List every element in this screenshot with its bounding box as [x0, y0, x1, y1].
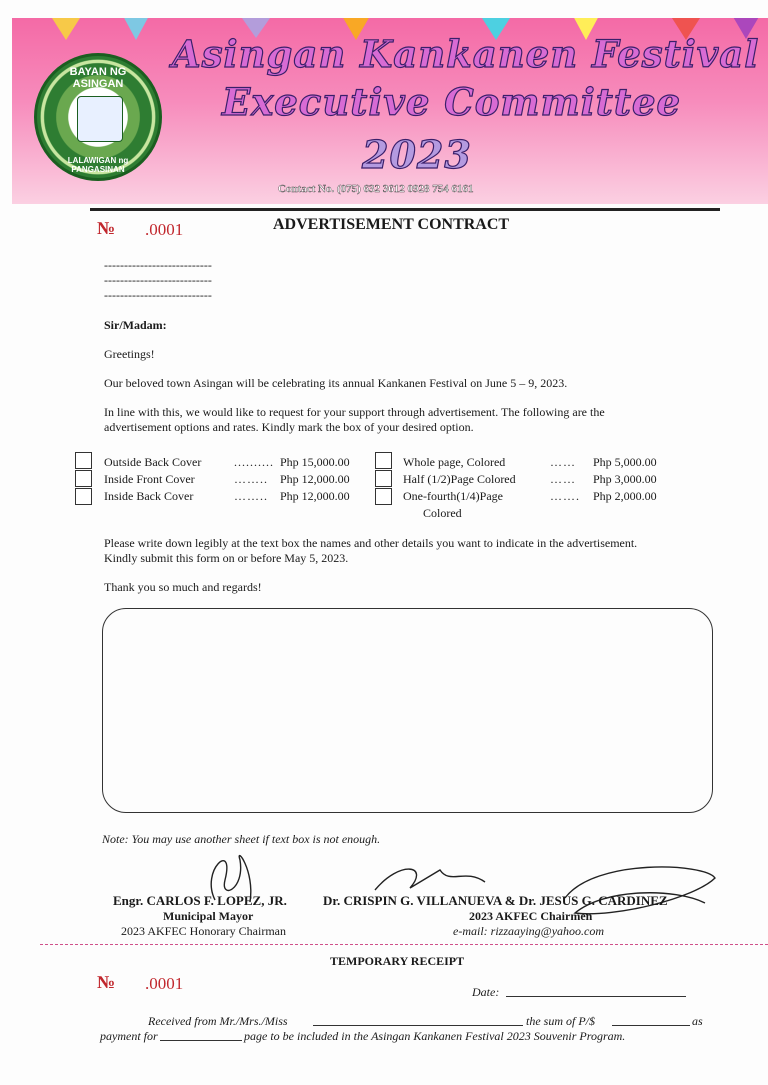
note-text: Note: You may use another sheet if text box is not enough.: [102, 832, 381, 846]
contract-title: ADVERTISEMENT CONTRACT: [273, 216, 510, 233]
date-field[interactable]: [506, 996, 686, 997]
mayor-name: Engr. CARLOS F. LOPEZ, JR.: [113, 893, 287, 908]
contact-numbers: Contact No. (075) 632 3612 0928 754 6161: [278, 183, 474, 195]
as-label: as: [692, 1014, 703, 1028]
payment-description: page to be included in the Asingan Kankanen Festival 2023 Souvenir Program.: [244, 1029, 626, 1043]
header-divider: [90, 208, 720, 211]
contract-number-label: №: [97, 218, 116, 238]
option-dots: ……: [550, 455, 576, 469]
page-size-field[interactable]: [160, 1040, 242, 1041]
option-label: Half (1/2)Page Colored: [403, 472, 516, 486]
option-checkbox-inside-front-cover[interactable]: [75, 470, 92, 487]
option-dots: ……: [550, 472, 576, 486]
sum-label: the sum of P/$: [526, 1014, 595, 1028]
seal-emblem-icon: [77, 96, 123, 142]
option-checkbox-inside-back-cover[interactable]: [75, 488, 92, 505]
option-label-continued: Colored: [423, 506, 462, 520]
instruction-line2: Kindly submit this form on or before May 5, 2023.: [104, 551, 349, 565]
chairmen-names: Dr. CRISPIN G. VILLANUEVA & Dr. JESUS G. CARDINEZ: [323, 893, 668, 908]
option-checkbox-half-page[interactable]: [375, 470, 392, 487]
option-label: Inside Front Cover: [104, 472, 195, 486]
option-price: Php 2,000.00: [593, 489, 657, 503]
address-line: ---------------------------: [104, 258, 212, 272]
advertisement-details-textbox[interactable]: [102, 608, 713, 813]
option-price: Php 5,000.00: [593, 455, 657, 469]
thanks-text: Thank you so much and regards!: [104, 580, 262, 594]
instruction-line1: Please write down legibly at the text box the names and other details you want to indicate in the advertisement.: [104, 536, 638, 550]
option-dots: ……..: [234, 489, 268, 503]
option-dots: ..........: [234, 455, 274, 469]
request-paragraph-line1: In line with this, we would like to request for your support through advertisement. The following are the: [104, 405, 605, 419]
option-dots: ……..: [234, 472, 268, 486]
receipt-number: .0001: [145, 974, 184, 993]
option-price: Php 15,000.00: [280, 455, 350, 469]
festival-banner: [12, 18, 768, 204]
receipt-title: TEMPORARY RECEIPT: [330, 954, 465, 968]
request-paragraph-line2: advertisement options and rates. Kindly mark the box of your desired option.: [104, 420, 474, 434]
option-price: Php 12,000.00: [280, 472, 350, 486]
cut-line: [40, 944, 768, 945]
salutation: Sir/Madam:: [104, 318, 167, 332]
chairmen-title: 2023 AKFEC Chairmen: [469, 909, 593, 923]
option-label: One-fourth(1/4)Page: [403, 489, 503, 503]
option-price: Php 12,000.00: [280, 489, 350, 503]
seal-bottom-text: LALAWIGAN ng PANGASINAN: [67, 156, 129, 174]
mayor-role: 2023 AKFEC Honorary Chairman: [121, 924, 286, 938]
banner-year: 2023: [362, 132, 472, 177]
option-checkbox-whole-page[interactable]: [375, 452, 392, 469]
option-label: Whole page, Colored: [403, 455, 506, 469]
payment-for-label: payment for: [100, 1029, 158, 1043]
greeting: Greetings!: [104, 347, 155, 361]
municipal-seal: [34, 53, 162, 181]
address-line: ---------------------------: [104, 288, 212, 302]
option-checkbox-outside-back-cover[interactable]: [75, 452, 92, 469]
chairmen-email: e-mail: rizzaaying@yahoo.com: [453, 924, 605, 938]
option-dots: …….: [550, 489, 580, 503]
receipt-number-label: №: [97, 972, 116, 992]
option-label: Inside Back Cover: [104, 489, 194, 503]
payer-name-field[interactable]: [313, 1025, 523, 1026]
option-price: Php 3,000.00: [593, 472, 657, 486]
seal-top-text: BAYAN NG ASINGAN: [69, 66, 127, 90]
option-label: Outside Back Cover: [104, 455, 202, 469]
received-from-label: Received from Mr./Mrs./Miss: [148, 1014, 288, 1028]
option-checkbox-one-fourth-page[interactable]: [375, 488, 392, 505]
amount-field[interactable]: [612, 1025, 690, 1026]
address-line: ---------------------------: [104, 273, 212, 287]
banner-title-line2: Executive Committee: [222, 80, 682, 124]
contract-number: .0001: [145, 220, 184, 239]
mayor-title: Municipal Mayor: [163, 909, 254, 923]
date-label: Date:: [472, 985, 500, 999]
banner-title-line1: Asingan Kankanen Festival: [172, 32, 760, 76]
intro-paragraph: Our beloved town Asingan will be celebrating its annual Kankanen Festival on June 5 – 9, 2023.: [104, 376, 568, 390]
